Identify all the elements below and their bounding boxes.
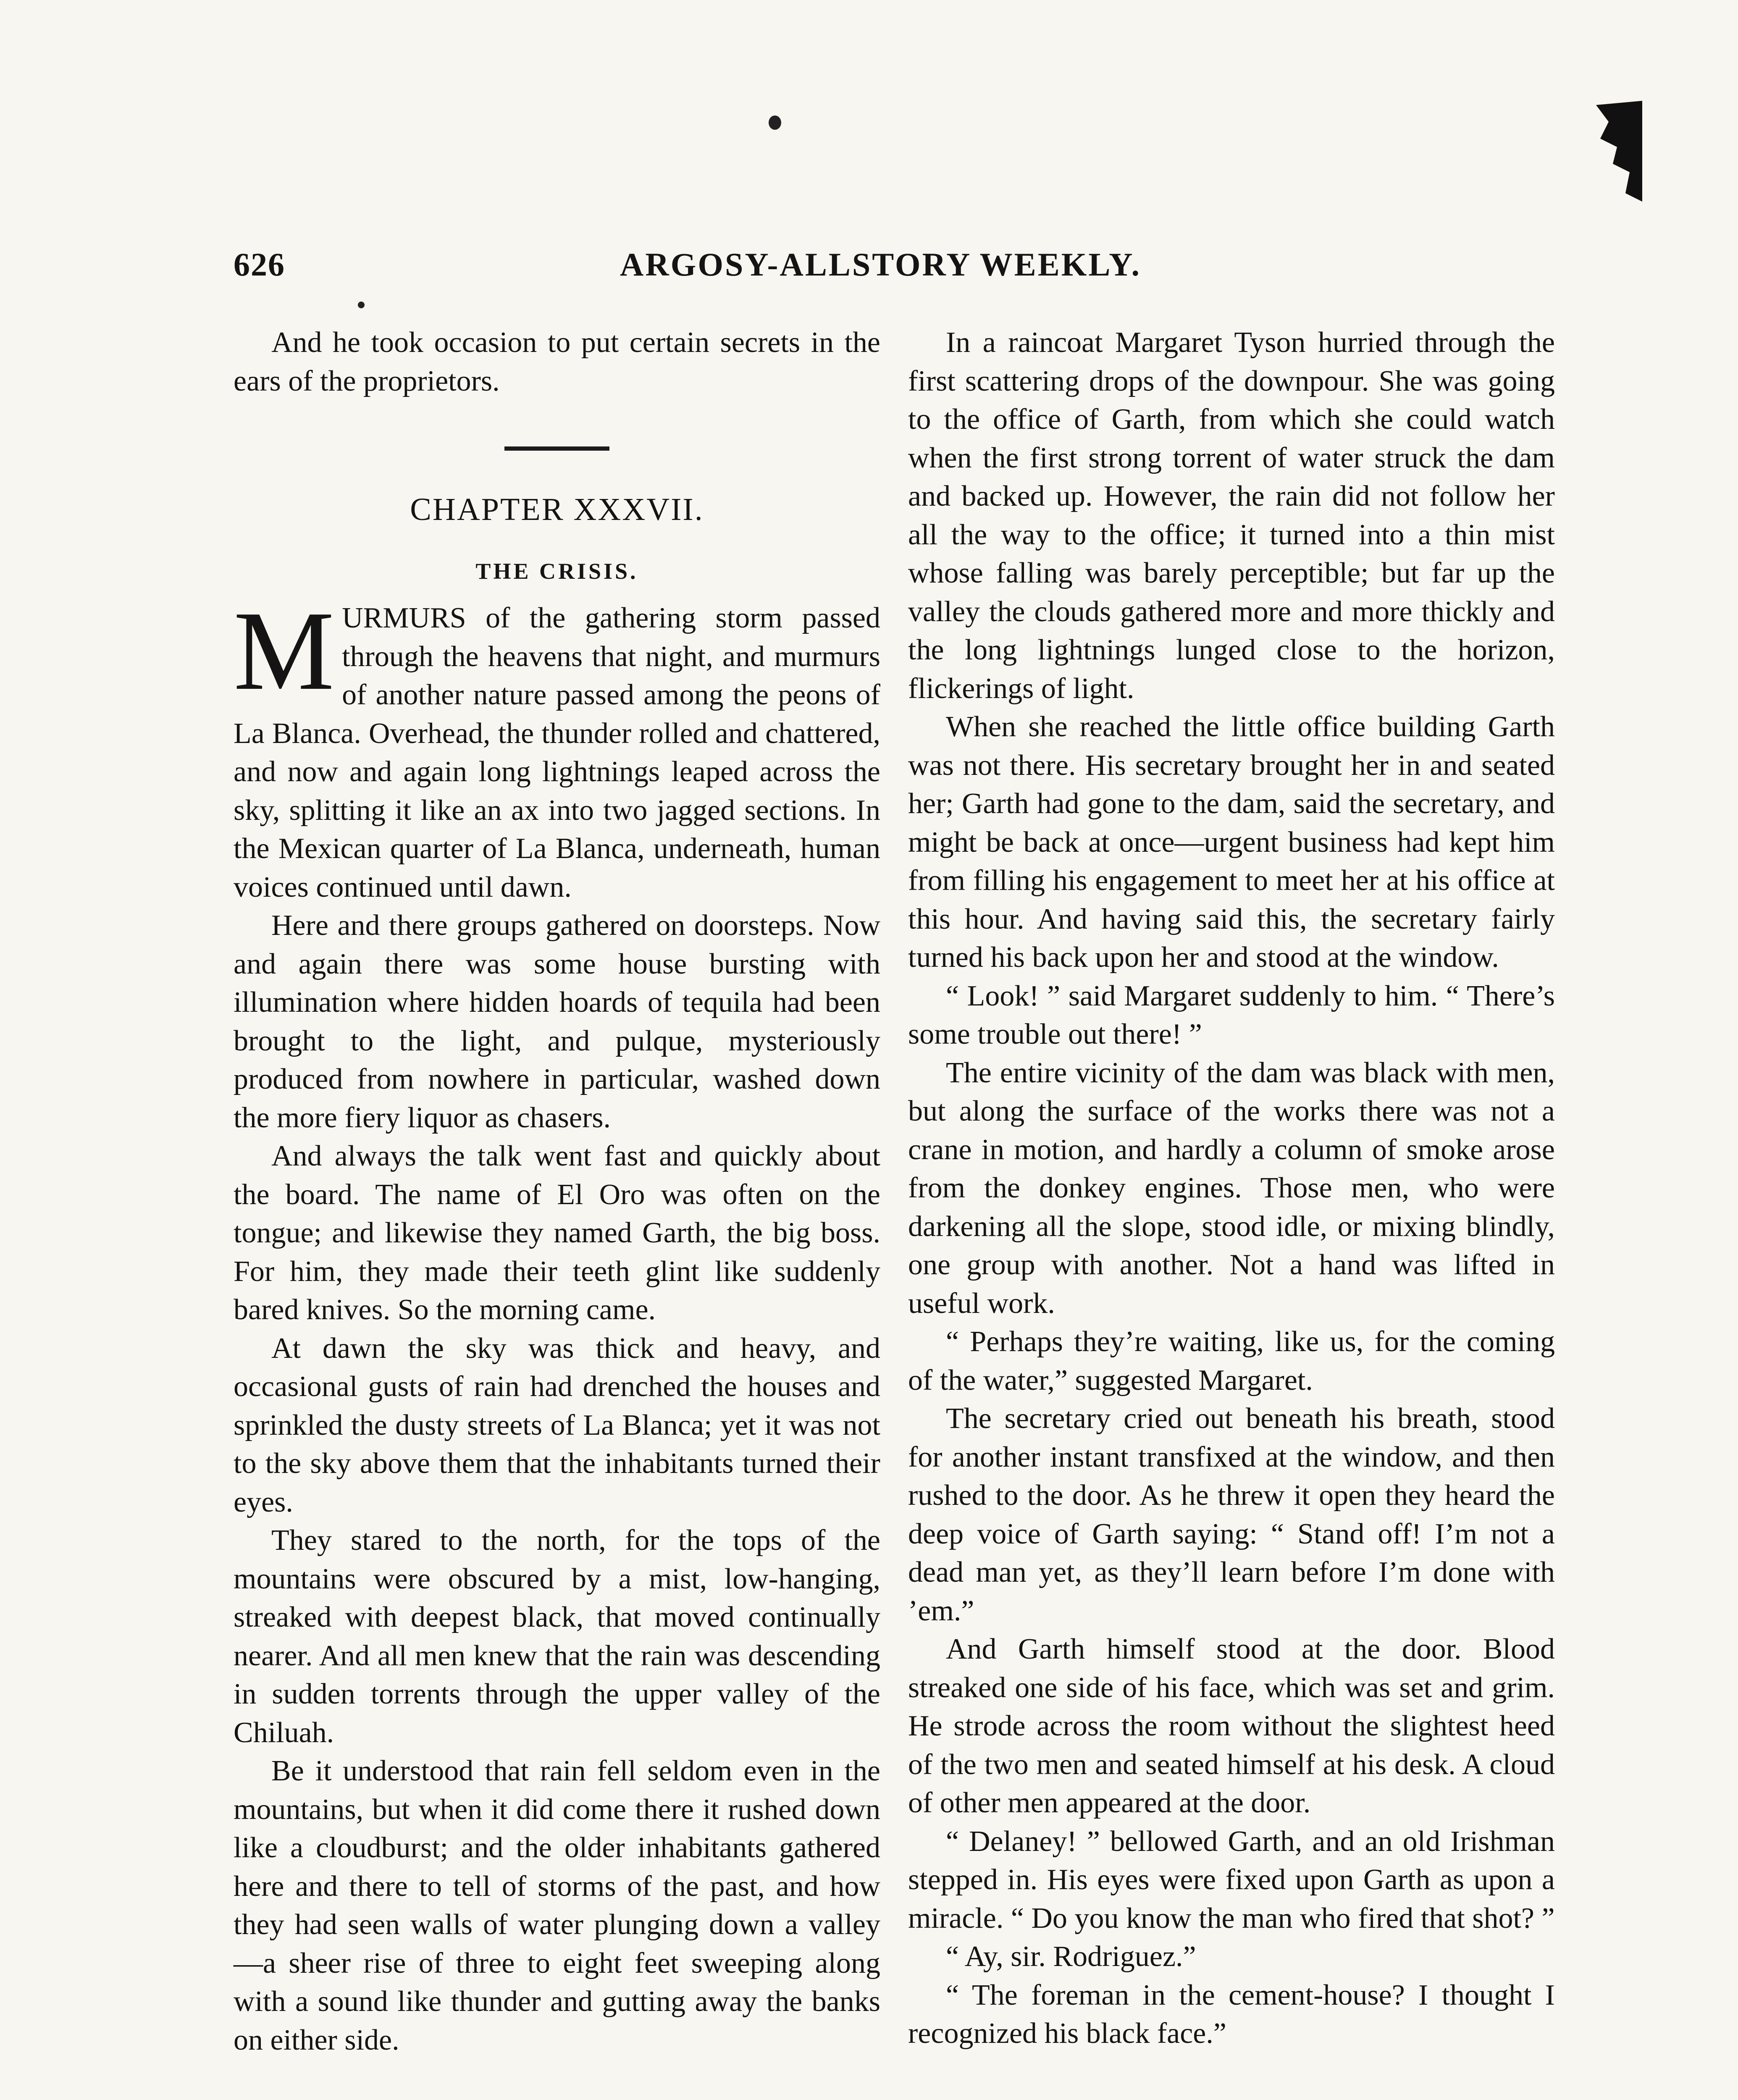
paragraph: “ Look! ” said Margaret suddenly to him. “ There’s some trouble out there! ”	[908, 979, 1555, 1050]
paragraph: At dawn the sky was thick and heavy, and occasional gusts of rain had drenched the houses and sprinkled the dusty streets of La Blanca; yet it was not to the sky above them that the inhabitants turned their eyes.	[234, 1332, 880, 1518]
paragraph: The entire vicinity of the dam was black with men, but along the surface of the works there was not a crane in motion, and hardly a column of smoke arose from the donkey engines. Those men, who were darkening all the slope, stood idle, or mixing blindly, one group with another. Not a hand was lifted in useful work.	[908, 1056, 1555, 1320]
ink-speck	[769, 116, 781, 130]
paragraph: And Garth himself stood at the door. Blood streaked one side of his face, which was set and grim. He strode across the room without the slightest heed of the two men and seated himself at his desk. A cloud of other men appeared at the door.	[908, 1633, 1555, 1819]
paragraph: Be it understood that rain fell seldom even in the mountains, but when it did come there it rushed down like a cloudburst; and the older inhabitants gathered here and there to tell of storms of the past, and how they had seen walls of water plunging down a valley—a sheer rise of three to eight feet sweeping along with a sound like thunder and gutting away the banks on either side.	[234, 1755, 880, 2056]
right-column	[908, 323, 1555, 2053]
ink-speck	[358, 302, 365, 308]
left-column	[234, 323, 880, 2059]
drop-cap: M	[234, 588, 335, 714]
section-divider	[504, 446, 609, 451]
paragraph-text: URMURS of the gathering storm passed through the heavens that night, and murmurs of another nature passed among the peons of La Blanca. Overhead, the thunder rolled and chattered, and now and again long lightnings leaped across the sky, splitting it like an ax into two jagged sections. In the Mexican quarter of La Blanca, underneath, human voices continued until dawn.	[234, 602, 880, 903]
paragraph: “ Delaney! ” bellowed Garth, and an old Irishman stepped in. His eyes were fixed upon Garth as upon a miracle. “ Do you know the man who fired that shot? ”	[908, 1825, 1555, 1935]
paragraph: When she reached the little office building Garth was not there. His secretary brought her in and seated her; Garth had gone to the dam, said the secretary, and might be back at once—urgent business had kept him from filling his engagement to meet her at his office at this hour. And having said this, the secretary fairly turned his back upon her and stood at the window.	[908, 711, 1555, 974]
opening-paragraph: And he took occasion to put certain secrets in the ears of the proprietors.	[234, 326, 880, 397]
paragraph	[234, 588, 880, 906]
binding-edge-mark	[1588, 101, 1642, 214]
paragraph: And always the talk went fast and quickly about the board. The name of El Oro was often on the tongue; and likewise they named Garth, the big boss. For him, they made their teeth glint like suddenly bared knives. So the morning came.	[234, 1140, 880, 1326]
chapter-subtitle: THE CRISIS.	[475, 558, 638, 584]
paragraph: In a raincoat Margaret Tyson hurried through the first scattering drops of the downpour. She was going to the office of Garth, from which she could watch when the first strong torrent of water struck the dam and backed up. However, the rain did not follow her all the way to the office; it turned into a thin mist whose falling was barely perceptible; but far up the valley the clouds gathered more and more thickly and the long lightnings lunged close to the horizon, flickerings of light.	[908, 326, 1555, 705]
paragraph: “ Perhaps they’re waiting, like us, for the coming of the water,” suggested Margaret.	[908, 1326, 1555, 1396]
running-head	[234, 246, 1615, 296]
journal-title: ARGOSY-ALLSTORY WEEKLY.	[620, 246, 1141, 283]
page-number: 626	[234, 246, 285, 283]
chapter-heading: CHAPTER XXXVII.	[410, 492, 704, 527]
paragraph: “ The foreman in the cement-house? I thought I recognized his black face.”	[908, 1979, 1555, 2050]
paragraph: “ Ay, sir. Rodriguez.”	[946, 1940, 1196, 1973]
paragraph: Here and there groups gathered on doorsteps. Now and again there was some house bursting with illumination where hidden hoards of tequila had been brought to the light, and pulque, mysteriously produced from nowhere in particular, washed down the more fiery liquor as chasers.	[234, 909, 880, 1134]
paragraph: They stared to the north, for the tops of the mountains were obscured by a mist, low-hanging, streaked with deepest black, that moved continually nearer. And all men knew that the rain was descending in sudden torrents through the upper valley of the Chiluah.	[234, 1524, 880, 1749]
paragraph: The secretary cried out beneath his breath, stood for another instant transfixed at the window, and then rushed to the door. As he threw it open they heard the deep voice of Garth saying: “ Stand off! I’m not a dead man yet, as they’ll learn before I’m done with ’em.”	[908, 1402, 1555, 1627]
